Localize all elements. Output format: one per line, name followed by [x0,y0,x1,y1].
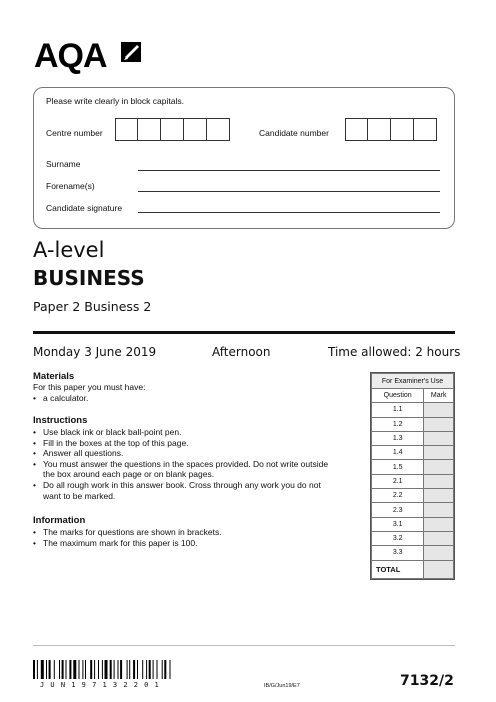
candidate-digit-box[interactable] [345,118,368,141]
list-item: • Do all rough work in this answer book. Cross through any work you do not want to be marked. [33,480,333,501]
mark-cell[interactable] [424,431,454,445]
candidate-number-field[interactable] [345,118,437,141]
centre-digit-box[interactable] [207,118,230,141]
question-number-cell: 1.4 [372,446,424,460]
list-item: • Use black ink or black ball-point pen. [33,427,333,438]
barcode-text: JUN197132201 [40,681,165,689]
candidate-digit-box[interactable] [368,118,391,141]
time-allowed: Time allowed: 2 hours [328,345,461,359]
question-number-cell: 2.1 [372,474,424,488]
table-row [372,460,454,474]
paper-code: 7132/2 [400,673,454,689]
list-item: • Answer all questions. [33,448,333,459]
mark-cell[interactable] [424,417,454,431]
table-row [372,531,454,545]
list-item: • You must answer the questions in the spaces provided. Do not write outside the box around each page or on blank pages. [33,459,333,480]
mark-column-header: Mark [424,389,454,403]
signature-label: Candidate signature [46,203,123,213]
exam-session: Afternoon [212,345,271,359]
materials-intro: For this paper you must have: [33,382,146,392]
barcode-icon [33,660,211,679]
materials-list [33,393,353,404]
table-row [372,431,454,445]
list-item: • The maximum mark for this paper is 100. [33,538,333,549]
qualification-level: A-level [33,238,105,262]
aqa-logo [34,36,154,78]
examiner-table-title: For Examiner's Use [372,374,454,389]
logo-mark-icon [118,39,144,65]
mark-cell[interactable] [424,489,454,503]
instructions-list [33,427,333,501]
information-heading: Information [33,515,86,526]
candidate-digit-box[interactable] [414,118,437,141]
question-number-cell: 2.3 [372,503,424,517]
exam-date: Monday 3 June 2019 [33,345,157,359]
document-reference: IB/G/Jun19/E7 [264,683,300,689]
table-row [372,403,454,417]
centre-digit-box[interactable] [161,118,184,141]
question-number-cell: 3.3 [372,546,424,560]
examiner-use-table [370,372,455,580]
signature-field[interactable] [138,212,440,213]
table-row [372,489,454,503]
question-number-cell: 3.2 [372,531,424,545]
total-label: TOTAL [372,560,424,578]
question-column-header: Question [372,389,424,403]
table-row [372,474,454,488]
forenames-field[interactable] [138,191,440,192]
table-row [372,503,454,517]
subject-title: BUSINESS [33,266,145,290]
mark-cell[interactable] [424,546,454,560]
instructions-heading: Instructions [33,415,88,426]
list-item: • The marks for questions are shown in brackets. [33,527,333,538]
list-item: • a calculator. [33,393,353,404]
surname-field[interactable] [138,170,440,171]
mark-cell[interactable] [424,531,454,545]
mark-cell[interactable] [424,503,454,517]
list-item: • Fill in the boxes at the top of this page. [33,438,333,449]
information-list [33,527,333,548]
mark-cell[interactable] [424,460,454,474]
mark-cell[interactable] [424,517,454,531]
mark-cell[interactable] [424,446,454,460]
table-row [372,546,454,560]
centre-number-label: Centre number [46,128,103,138]
table-row [372,446,454,460]
centre-digit-box[interactable] [115,118,138,141]
centre-number-field[interactable] [115,118,230,141]
total-mark-cell[interactable] [424,560,454,578]
paper-title: Paper 2 Business 2 [33,299,152,314]
question-number-cell: 1.3 [372,431,424,445]
footer-divider [33,645,455,646]
question-number-cell: 3.1 [372,517,424,531]
materials-heading: Materials [33,371,75,382]
mark-cell[interactable] [424,474,454,488]
logo-text: AQA [34,37,107,75]
question-number-cell: 2.2 [372,489,424,503]
forenames-label: Forename(s) [46,181,95,191]
table-row [372,517,454,531]
question-number-cell: 1.5 [372,460,424,474]
title-divider [33,331,455,334]
candidate-digit-box[interactable] [391,118,414,141]
question-number-cell: 1.1 [372,403,424,417]
candidate-number-label: Candidate number [259,128,329,138]
centre-digit-box[interactable] [184,118,207,141]
mark-cell[interactable] [424,403,454,417]
write-clearly-note: Please write clearly in block capitals. [46,96,184,106]
centre-digit-box[interactable] [138,118,161,141]
surname-label: Surname [46,159,81,169]
table-row [372,417,454,431]
question-number-cell: 1.2 [372,417,424,431]
